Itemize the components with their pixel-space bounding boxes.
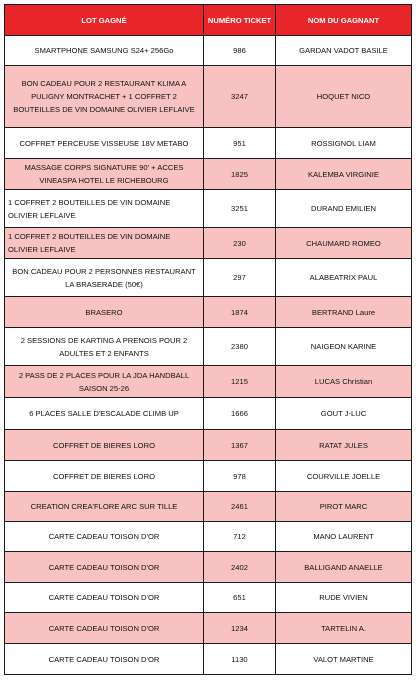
winner-cell: RUDE VIVIEN (276, 583, 412, 613)
winner-cell: KALEMBA VIRGINIE (276, 159, 412, 190)
table-row (5, 552, 412, 583)
ticket-cell: 3247 (204, 66, 276, 128)
table-row (5, 297, 412, 328)
lot-cell: COFFRET DE BIERES LORO (5, 461, 204, 492)
ticket-cell: 2380 (204, 328, 276, 366)
lot-cell: 2 PASS DE 2 PLACES POUR LA JDA HANDBALL SAISON 25-26 (5, 366, 204, 398)
table-row (5, 644, 412, 675)
lot-cell: MASSAGE CORPS SIGNATURE 90' + ACCES VINEASPA HOTEL LE RICHEBOURG (5, 159, 204, 190)
header-lot: LOT GAGNÉ (5, 5, 204, 36)
lot-cell: BON CADEAU POUR 2 RESTAURANT KLIMA A PULIGNY MONTRACHET + 1 COFFRET 2 BOUTEILLES DE VIN DOMAINE OLIVIER LEFLAIVE (5, 66, 204, 128)
lot-cell: CARTE CADEAU TOISON D'OR (5, 583, 204, 613)
winner-cell: VALOT MARTINE (276, 644, 412, 675)
winners-table-wrapper (4, 4, 412, 675)
winner-cell: LUCAS Christian (276, 366, 412, 398)
lot-cell: CREATION CREA'FLORE ARC SUR TILLE (5, 492, 204, 522)
table-row (5, 259, 412, 297)
header-row (5, 5, 412, 36)
table-header (5, 5, 412, 36)
table-row (5, 613, 412, 644)
ticket-cell: 986 (204, 36, 276, 66)
lot-cell: CARTE CADEAU TOISON D'OR (5, 522, 204, 552)
ticket-cell: 1666 (204, 398, 276, 430)
header-ticket: NUMÉRO TICKET (204, 5, 276, 36)
lot-cell: 1 COFFRET 2 BOUTEILLES DE VIN DOMAINE OLIVIER LEFLAIVE (5, 228, 204, 259)
table-row (5, 190, 412, 228)
winner-cell: DURAND EMILIEN (276, 190, 412, 228)
ticket-cell: 2402 (204, 552, 276, 583)
lot-cell: COFFRET PERCEUSE VISSEUSE 18V METABO (5, 128, 204, 159)
winner-cell: RATAT JULES (276, 430, 412, 461)
lot-cell: BRASERO (5, 297, 204, 328)
ticket-cell: 1234 (204, 613, 276, 644)
lot-cell: 2 SESSIONS DE KARTING A PRENOIS POUR 2 ADULTES ET 2 ENFANTS (5, 328, 204, 366)
winner-cell: GARDAN VADOT BASILE (276, 36, 412, 66)
winner-cell: TARTELIN A. (276, 613, 412, 644)
table-row (5, 228, 412, 259)
lot-cell: SMARTPHONE SAMSUNG S24+ 256Go (5, 36, 204, 66)
ticket-cell: 951 (204, 128, 276, 159)
ticket-cell: 1825 (204, 159, 276, 190)
table-row (5, 159, 412, 190)
winner-cell: MANO LAURENT (276, 522, 412, 552)
ticket-cell: 297 (204, 259, 276, 297)
table-row (5, 583, 412, 613)
winner-cell: BALLIGAND ANAELLE (276, 552, 412, 583)
ticket-cell: 1874 (204, 297, 276, 328)
winner-cell: ALABEATRIX PAUL (276, 259, 412, 297)
ticket-cell: 651 (204, 583, 276, 613)
table-row (5, 522, 412, 552)
winner-cell: CHAUMARD ROMEO (276, 228, 412, 259)
table-row (5, 430, 412, 461)
winner-cell: COURVILLE JOELLE (276, 461, 412, 492)
table-row (5, 128, 412, 159)
header-winner: NOM DU GAGNANT (276, 5, 412, 36)
winners-table (4, 4, 412, 675)
table-row (5, 461, 412, 492)
winner-cell: BERTRAND Laure (276, 297, 412, 328)
ticket-cell: 712 (204, 522, 276, 552)
table-row (5, 36, 412, 66)
winner-cell: PIROT MARC (276, 492, 412, 522)
ticket-cell: 230 (204, 228, 276, 259)
winner-cell: HOQUET NICO (276, 66, 412, 128)
lot-cell: BON CADEAU POUR 2 PERSONNES RESTAURANT LA BRASERADE (50€) (5, 259, 204, 297)
winner-cell: NAIGEON KARINE (276, 328, 412, 366)
lot-cell: CARTE CADEAU TOISON D'OR (5, 613, 204, 644)
table-row (5, 66, 412, 128)
ticket-cell: 1130 (204, 644, 276, 675)
ticket-cell: 1215 (204, 366, 276, 398)
lot-cell: CARTE CADEAU TOISON D'OR (5, 644, 204, 675)
table-row (5, 328, 412, 366)
ticket-cell: 1367 (204, 430, 276, 461)
lot-cell: COFFRET DE BIERES LORO (5, 430, 204, 461)
ticket-cell: 978 (204, 461, 276, 492)
ticket-cell: 3251 (204, 190, 276, 228)
winner-cell: ROSSIGNOL LIAM (276, 128, 412, 159)
table-row (5, 366, 412, 398)
winner-cell: GOUT J-LUC (276, 398, 412, 430)
table-row (5, 492, 412, 522)
lot-cell: 1 COFFRET 2 BOUTEILLES DE VIN DOMAINE OLIVIER LEFLAIVE (5, 190, 204, 228)
table-row (5, 398, 412, 430)
table-body (5, 36, 412, 675)
ticket-cell: 2461 (204, 492, 276, 522)
lot-cell: CARTE CADEAU TOISON D'OR (5, 552, 204, 583)
lot-cell: 6 PLACES SALLE D'ESCALADE CLIMB UP (5, 398, 204, 430)
